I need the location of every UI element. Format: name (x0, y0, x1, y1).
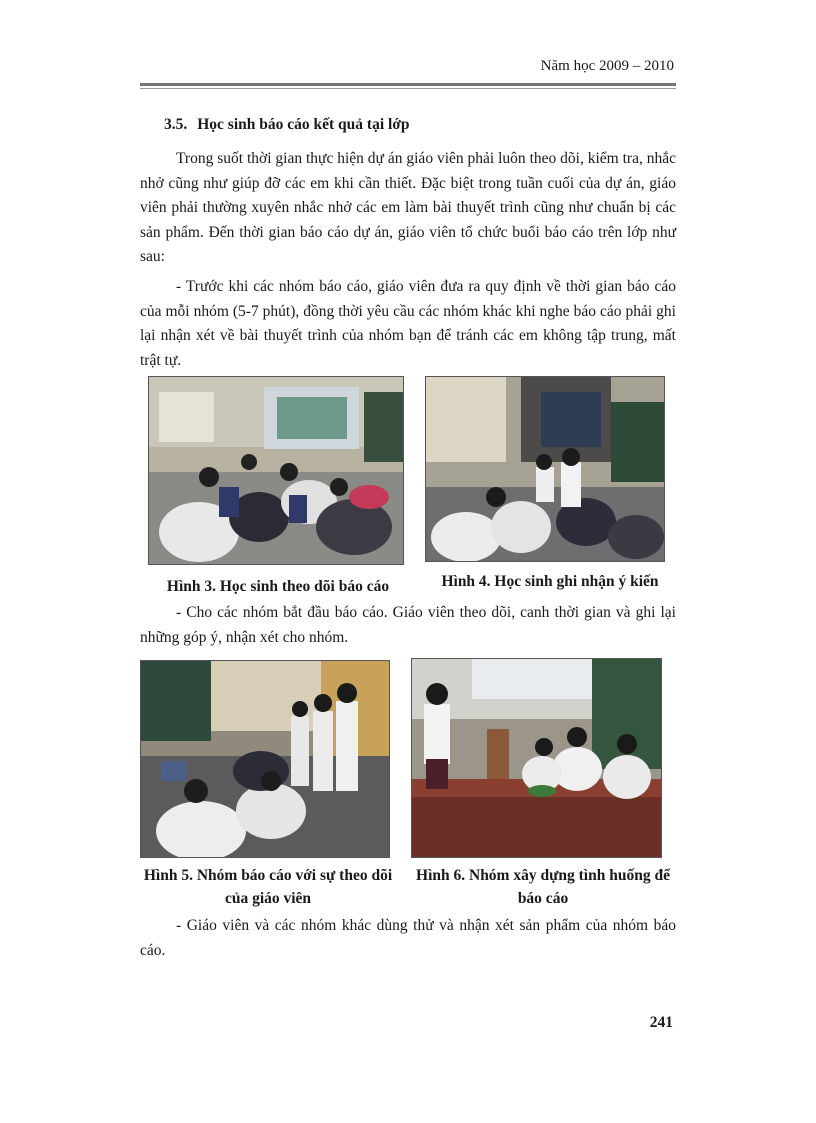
figure-3-caption: Hình 3. Học sinh theo dõi báo cáo (166, 578, 390, 595)
paragraph-step-1: - Trước khi các nhóm báo cáo, giáo viên đưa ra quy định về thời gian báo cáo của mỗi nhóm (5-7 phút), đồng thời yêu cầu các nhóm khác khi nghe báo cáo phải ghi lại nhận xét về bài thuyết trình của nhóm bạn để tránh các em không tập trung, mất trật tự. (140, 278, 676, 369)
paragraph-step-3: - Giáo viên và các nhóm khác dùng thử và nhận xét sản phẩm của nhóm báo cáo. (140, 917, 676, 959)
figure-6-caption: Hình 6. Nhóm xây dựng tình huống để báo cáo (416, 867, 670, 907)
figure-4-photo (425, 376, 665, 562)
section-title: Học sinh báo cáo kết quả tại lớp (197, 116, 410, 133)
section-heading (164, 116, 410, 134)
figure-6-photo (411, 658, 662, 858)
paragraph-step-2: - Cho các nhóm bắt đầu báo cáo. Giáo viên theo dõi, canh thời gian và ghi lại những góp ý, nhận xét cho nhóm. (140, 604, 676, 646)
figure-3-photo (148, 376, 404, 565)
paragraph-intro: Trong suốt thời gian thực hiện dự án giáo viên phải luôn theo dõi, kiểm tra, nhắc nhở cũng như giúp đỡ các em khi cần thiết. Đặc biệt trong tuần cuối của dự án, giáo viên phải thường xuyên nhắc nhở các em làm bài thuyết trình cũng như chuẩn bị các sản phẩm. Đến thời gian báo cáo dự án, giáo viên tổ chức buổi báo cáo trên lớp như sau: (140, 150, 676, 265)
figure-5-caption: Hình 5. Nhóm báo cáo với sự theo dõi của giáo viên (143, 867, 393, 907)
header-rule-thick (140, 83, 676, 86)
figure-5-photo (140, 660, 390, 858)
header-rule-thin (140, 88, 676, 89)
page-number: 241 (649, 1014, 673, 1031)
figure-4-caption: Hình 4. Học sinh ghi nhận ý kiến (441, 573, 659, 590)
section-number: 3.5. (164, 116, 188, 133)
header-year: Năm học 2009 – 2010 (540, 58, 674, 74)
